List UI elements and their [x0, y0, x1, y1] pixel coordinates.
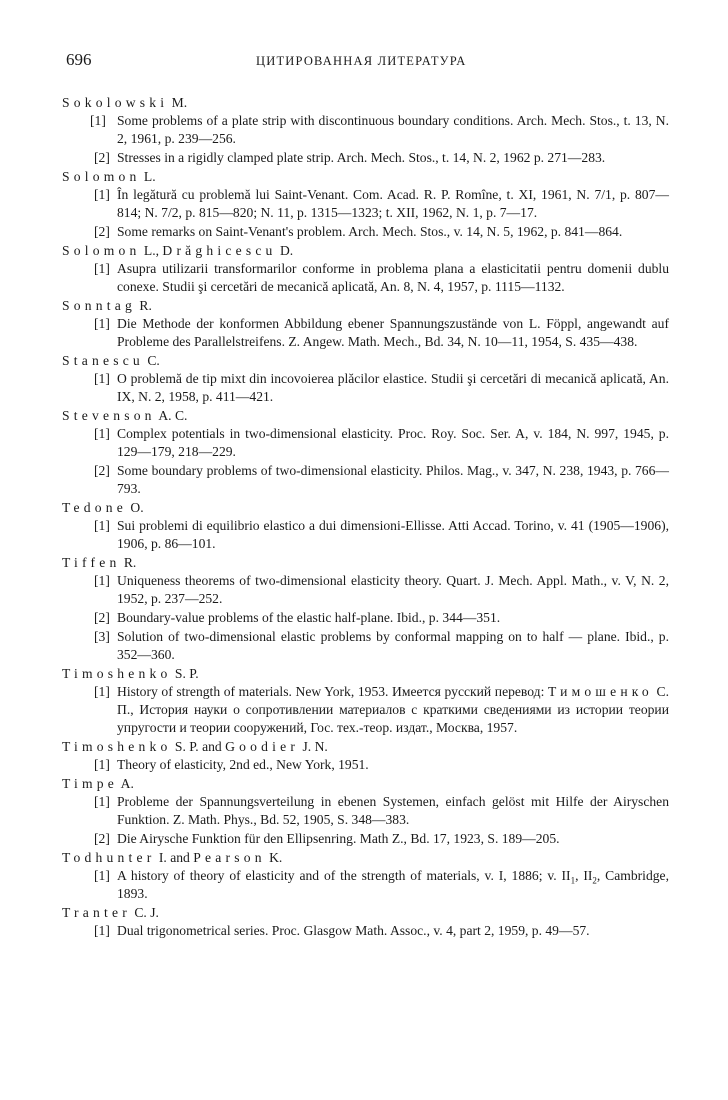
author-heading: Tedone O.	[62, 500, 144, 515]
reference-entry: [2] Some boundary problems of two-dimensional elasticity. Philos. Mag., v. 347, N. 238, 1943, p. 766—793.	[94, 463, 669, 496]
reference-entry: [1] Probleme der Spannungsverteilung in ebenen Systemen, einfach gelöst mit Hilfe der Airyschen Funktion. Z. Math. Phys., Bd. 52, 1905, S. 348—383.	[94, 794, 669, 827]
reference-entry: [2] Some remarks on Saint-Venant's problem. Arch. Mech. Stos., v. 14, N. 5, 1962, p. 841—864.	[94, 224, 623, 239]
page-number: 696	[66, 50, 92, 69]
author-heading: Stanescu C.	[62, 353, 160, 368]
reference-entry: [1] Some problems of a plate strip with discontinuous boundary conditions. Arch. Mech. Stos., t. 13, N. 2, 1961, p. 239—256.	[90, 113, 669, 146]
reference-entry: [1] History of strength of materials. New York, 1953. Имеется русский перевод: Тимошенко С. П., История науки о сопротивлении материалов с краткими сведениями из истории теории упругости и теории сооружений, Гос. тех.-теор. издат., Москва, 1957.	[94, 684, 670, 735]
author-heading: Sokolowski M.	[62, 95, 188, 110]
reference-entry: [1] Asupra utilizarii transformarilor conforme in problema plana a elasticitatii pentru domenii dublu conexe. Studii şi cercetări de mecanică aplicată, An. 8, N. 4, 1957, p. 1115—1132.	[94, 261, 669, 294]
author-heading: Timpe A.	[62, 776, 134, 791]
reference-entry: [1] Dual trigonometrical series. Proc. Glasgow Math. Assoc., v. 4, part 2, 1959, p. 49—57.	[94, 923, 590, 938]
reference-entry: [1] Complex potentials in two-dimensional elasticity. Proc. Roy. Soc. Ser. A, v. 184, N. 997, 1945, p. 129—179, 218—229.	[94, 426, 669, 459]
reference-entry: [1] O problemă de tip mixt din incovoierea plăcilor elastice. Studii şi cercetări di mecanică aplicată, An. IX, N. 2, 1958, p. 411—421.	[94, 371, 669, 404]
running-title: ЦИТИРОВАННАЯ ЛИТЕРАТУРА	[256, 54, 467, 68]
reference-entry: [2] Die Airysche Funktion für den Ellipsenring. Math Z., Bd. 17, 1923, S. 189—205.	[94, 831, 560, 846]
reference-entry: [1] Theory of elasticity, 2nd ed., New York, 1951.	[94, 757, 369, 772]
author-heading: Sonntag R.	[62, 298, 152, 313]
reference-entry: [1] Sui problemi di equilibrio elastico a dui dimensioni-Ellisse. Atti Accad. Torino, v. 41 (1905—1906), 1906, p. 86—101.	[94, 518, 669, 551]
reference-entry: [1] În legătură cu problemă lui Saint-Venant. Com. Acad. R. P. Romîne, t. XI, 1961, N. 7/1, p. 807—814; N. 7/2, p. 815—820; N. 11, p. 1315—1323; t. XII, 1962, N. 1, p. 7—17.	[94, 187, 669, 220]
author-heading: Solomon L., Drăghicescu D.	[62, 243, 294, 258]
reference-entry: [1] Die Methode der konformen Abbildung ebener Spannungszustände von L. Föppl, angewandt auf Probleme des Parallelstreifens. Z. Angew. Math. Mech., Bd. 34, N. 10—11, 1954, S. 435—438.	[94, 316, 669, 349]
author-heading: Tranter C. J.	[62, 905, 159, 920]
author-heading: Stevenson A. C.	[62, 408, 188, 423]
reference-list	[62, 94, 669, 941]
author-heading: Timoshenko S. P. and Goodier J. N.	[62, 739, 328, 754]
reference-entry: [1] A history of theory of elasticity and of the strength of materials, v. I, 1886; v. $II_1$, $II_2$, Cambridge, 1893.	[94, 868, 669, 901]
author-heading: Tiffen R.	[62, 555, 137, 570]
reference-entry: [3] Solution of two-dimensional elastic problems by conformal mapping on to half — plane. Ibid., p. 352—360.	[94, 629, 669, 662]
author-heading: Solomon L.	[62, 169, 156, 184]
author-heading: Timoshenko S. P.	[62, 666, 199, 681]
reference-entry: [2] Boundary-value problems of the elastic half-plane. Ibid., p. 344—351.	[94, 610, 501, 625]
page-header	[66, 50, 669, 74]
reference-entry: [1] Uniqueness theorems of two-dimensional elasticity theory. Quart. J. Mech. Appl. Math., v. V, N. 2, 1952, p. 237—252.	[94, 573, 669, 606]
author-heading: Todhunter I. and Pearson K.	[62, 850, 283, 865]
reference-entry: [2] Stresses in a rigidly clamped plate strip. Arch. Mech. Stos., t. 14, N. 2, 1962 p. 271—283.	[94, 150, 606, 165]
